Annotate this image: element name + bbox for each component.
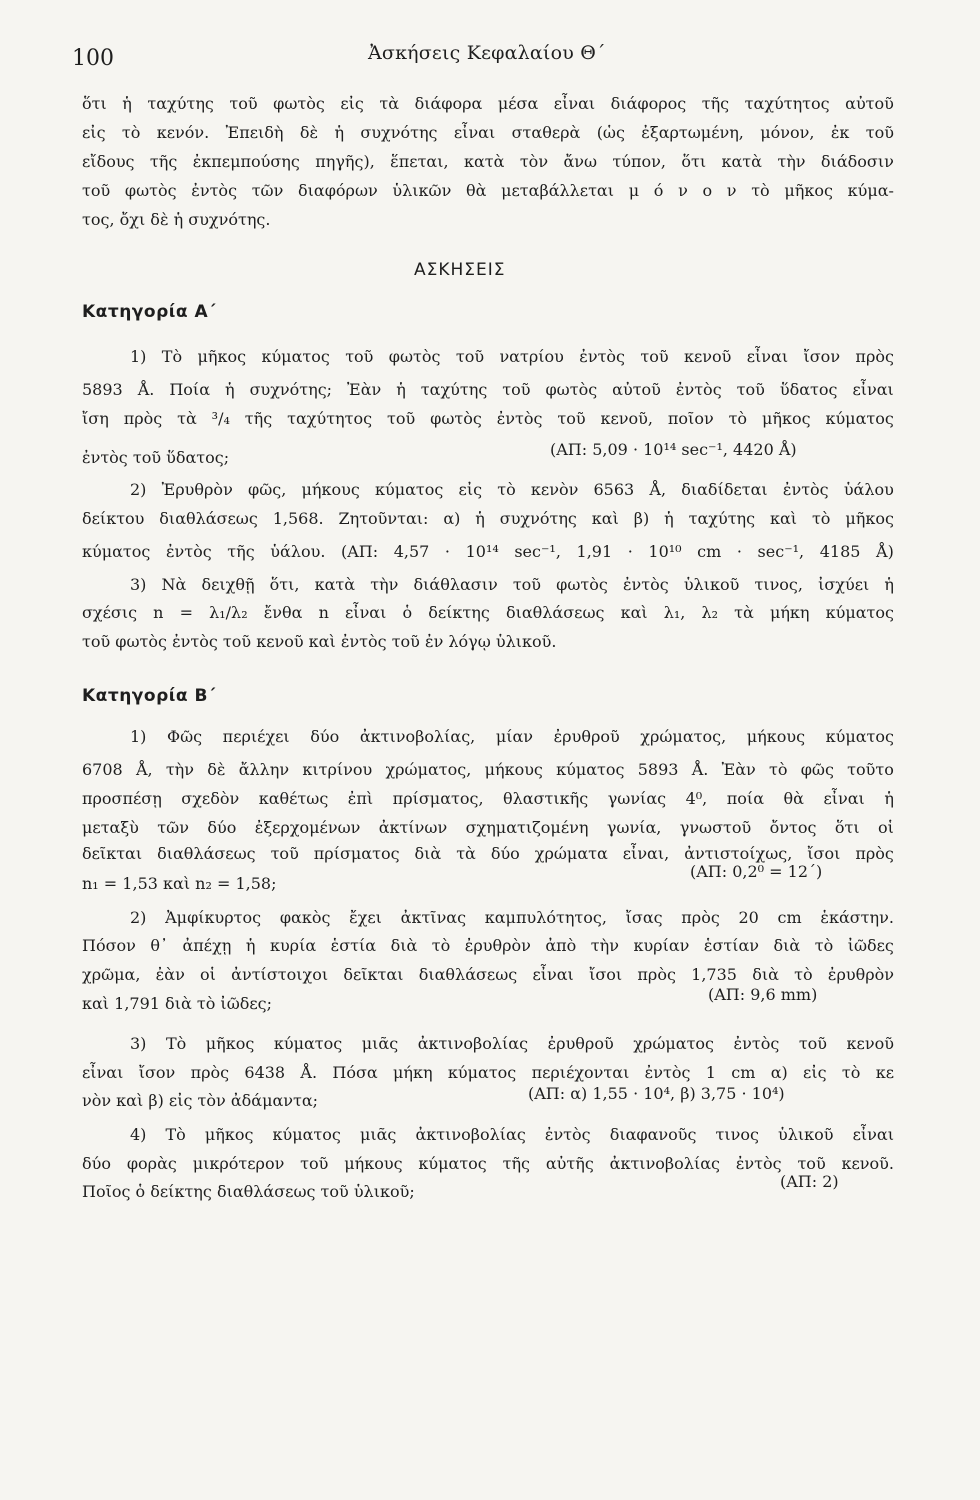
answer-text: (ΑΠ: 9,6 mm) — [708, 985, 818, 1004]
exercise-line: Ποῖος ὁ δείκτης διαθλάσεως τοῦ ὑλικοῦ; — [82, 1182, 415, 1201]
answer-text: (ΑΠ: α) 1,55 · 10⁴, β) 3,75 · 10⁴) — [528, 1084, 785, 1103]
exercise-line: 3) Τὸ μῆκος κύματος μιᾶς ἀκτινοβολίας ἐρυθροῦ χρώματος ἐντὸς τοῦ κενοῦ — [130, 1034, 894, 1053]
exercise-line: προσπέσῃ σχεδὸν καθέτως ἐπὶ πρίσματος, θλαστικῆς γωνίας 4⁰, ποία θὰ εἶναι ἡ — [82, 789, 894, 808]
exercise-line: 2) Ἀμφίκυρτος φακὸς ἔχει ἀκτῖνας καμπυλότητος, ἴσας πρὸς 20 cm ἑκάστην. — [130, 908, 894, 927]
exercise-line: τοῦ φωτὸς ἐντὸς τοῦ κενοῦ καὶ ἐντὸς τοῦ ἐν λόγῳ ὑλικοῦ. — [82, 632, 557, 651]
exercise-line: κύματος ἐντὸς τῆς ὑάλου. (ΑΠ: 4,57 · 10¹⁴ sec⁻¹, 1,91 · 10¹⁰ cm · sec⁻¹, 4185 Å) — [82, 542, 894, 561]
exercise-line: δύο φορὰς μικρότερον τοῦ μήκους κύματος τῆς αὐτῆς ἀκτινοβολίας ἐντὸς τοῦ κενοῦ. — [82, 1154, 894, 1173]
section-title: ΑΣΚΗΣΕΙΣ — [414, 260, 506, 280]
intro-line: τος, ὄχι δὲ ἡ συχνότης. — [82, 210, 271, 229]
exercise-line: Πόσον θ᾿ ἀπέχῃ ἡ κυρία ἑστία διὰ τὸ ἐρυθρὸν ἀπὸ τὴν κυρίαν ἑστίαν διὰ τὸ ἰῶδες — [82, 936, 894, 955]
exercise-line: εἶναι ἴσον πρὸς 6438 Å. Πόσα μήκη κύματος περιέχονται ἐντὸς 1 cm α) εἰς τὸ κε — [82, 1063, 894, 1082]
intro-line: εἰς τὸ κενόν. Ἐπειδὴ δὲ ἡ συχνότης εἶναι σταθερὰ (ὡς ἐξαρτωμένη, μόνον, ἐκ τοῦ — [82, 123, 894, 142]
exercise-line: 5893 Å. Ποία ἡ συχνότης; Ἐὰν ἡ ταχύτης τοῦ φωτὸς αὐτοῦ ἐντὸς τοῦ ὕδατος εἶναι — [82, 380, 894, 399]
category-a-heading: Κατηγορία Α΄ — [82, 302, 217, 322]
exercise-line: σχέσις n = λ₁/λ₂ ἔνθα n εἶναι ὁ δείκτης διαθλάσεως καὶ λ₁, λ₂ τὰ μήκη κύματος — [82, 603, 894, 622]
exercise-line: καὶ 1,791 διὰ τὸ ἰῶδες; — [82, 994, 273, 1013]
exercise-line: χρῶμα, ἐὰν οἱ ἀντίστοιχοι δεῖκται διαθλάσεως εἶναι ἴσοι πρὸς 1,735 διὰ τὸ ἐρυθρὸν — [82, 965, 894, 984]
exercise-line: μεταξὺ τῶν δύο ἐξερχομένων ἀκτίνων σχηματιζομένη γωνία, γνωστοῦ ὄντος ὅτι οἱ — [82, 818, 894, 837]
answer-text: (ΑΠ: 5,09 · 10¹⁴ sec⁻¹, 4420 Å) — [550, 440, 797, 459]
exercise-line: ἴση πρὸς τὰ ³/₄ τῆς ταχύτητος τοῦ φωτὸς ἐντὸς τοῦ κενοῦ, ποῖον τὸ μῆκος κύματος — [82, 409, 894, 428]
exercise-line: δείκτου διαθλάσεως 1,568. Ζητοῦνται: α) ἡ συχνότης καὶ β) ἡ ταχύτης καὶ τὸ μῆκος — [82, 509, 894, 528]
exercise-line: 3) Νὰ δειχθῇ ὅτι, κατὰ τὴν διάθλασιν τοῦ φωτὸς ἐντὸς ὑλικοῦ τινος, ἰσχύει ἡ — [130, 575, 894, 594]
exercise-line: νὸν καὶ β) εἰς τὸν ἀδάμαντα; — [82, 1091, 319, 1110]
answer-text: (ΑΠ: 2) — [780, 1172, 839, 1191]
exercise-line: 1) Φῶς περιέχει δύο ἀκτινοβολίας, μίαν ἐρυθροῦ χρώματος, μήκους κύματος — [130, 727, 894, 746]
exercise-line: 6708 Å, τὴν δὲ ἄλλην κιτρίνου χρώματος, μήκους κύματος 5893 Å. Ἐὰν τὸ φῶς τοῦτο — [82, 760, 894, 779]
intro-line: ὅτι ἡ ταχύτης τοῦ φωτὸς εἰς τὰ διάφορα μέσα εἶναι διάφορος τῆς ταχύτητος αὐτοῦ — [82, 94, 894, 113]
exercise-line: 1) Τὸ μῆκος κύματος τοῦ φωτὸς τοῦ νατρίου ἐντὸς τοῦ κενοῦ εἶναι ἴσον πρὸς — [130, 347, 894, 366]
category-b-heading: Κατηγορία Β΄ — [82, 686, 216, 706]
running-title: Ἀσκήσεις Κεφαλαίου Θ΄ — [368, 42, 606, 64]
answer-text: (ΑΠ: 0,2⁰ = 12΄) — [690, 862, 823, 881]
exercise-line: 4) Τὸ μῆκος κύματος μιᾶς ἀκτινοβολίας ἐντὸς διαφανοῦς τινος ὑλικοῦ εἶναι — [130, 1125, 894, 1144]
exercise-line: ἐντὸς τοῦ ὕδατος; — [82, 448, 230, 467]
intro-line: εἴδους τῆς ἐκπεμπούσης πηγῆς), ἕπεται, κατὰ τὸν ἄνω τύπον, ὅτι κατὰ τὴν διάδοσιν — [82, 152, 894, 171]
exercise-line: n₁ = 1,53 καὶ n₂ = 1,58; — [82, 874, 277, 893]
page-number: 100 — [72, 46, 114, 71]
exercise-line: 2) Ἐρυθρὸν φῶς, μήκους κύματος εἰς τὸ κενὸν 6563 Å, διαδίδεται ἐντὸς ὑάλου — [130, 480, 894, 499]
intro-line: τοῦ φωτὸς ἐντὸς τῶν διαφόρων ὑλικῶν θὰ μεταβάλλεται μ ό ν ο ν τὸ μῆκος κύμα- — [82, 181, 894, 200]
exercise-line: δεῖκται διαθλάσεως τοῦ πρίσματος διὰ τὰ δύο χρώματα εἶναι, ἀντιστοίχως, ἴσοι πρὸς — [82, 844, 894, 863]
